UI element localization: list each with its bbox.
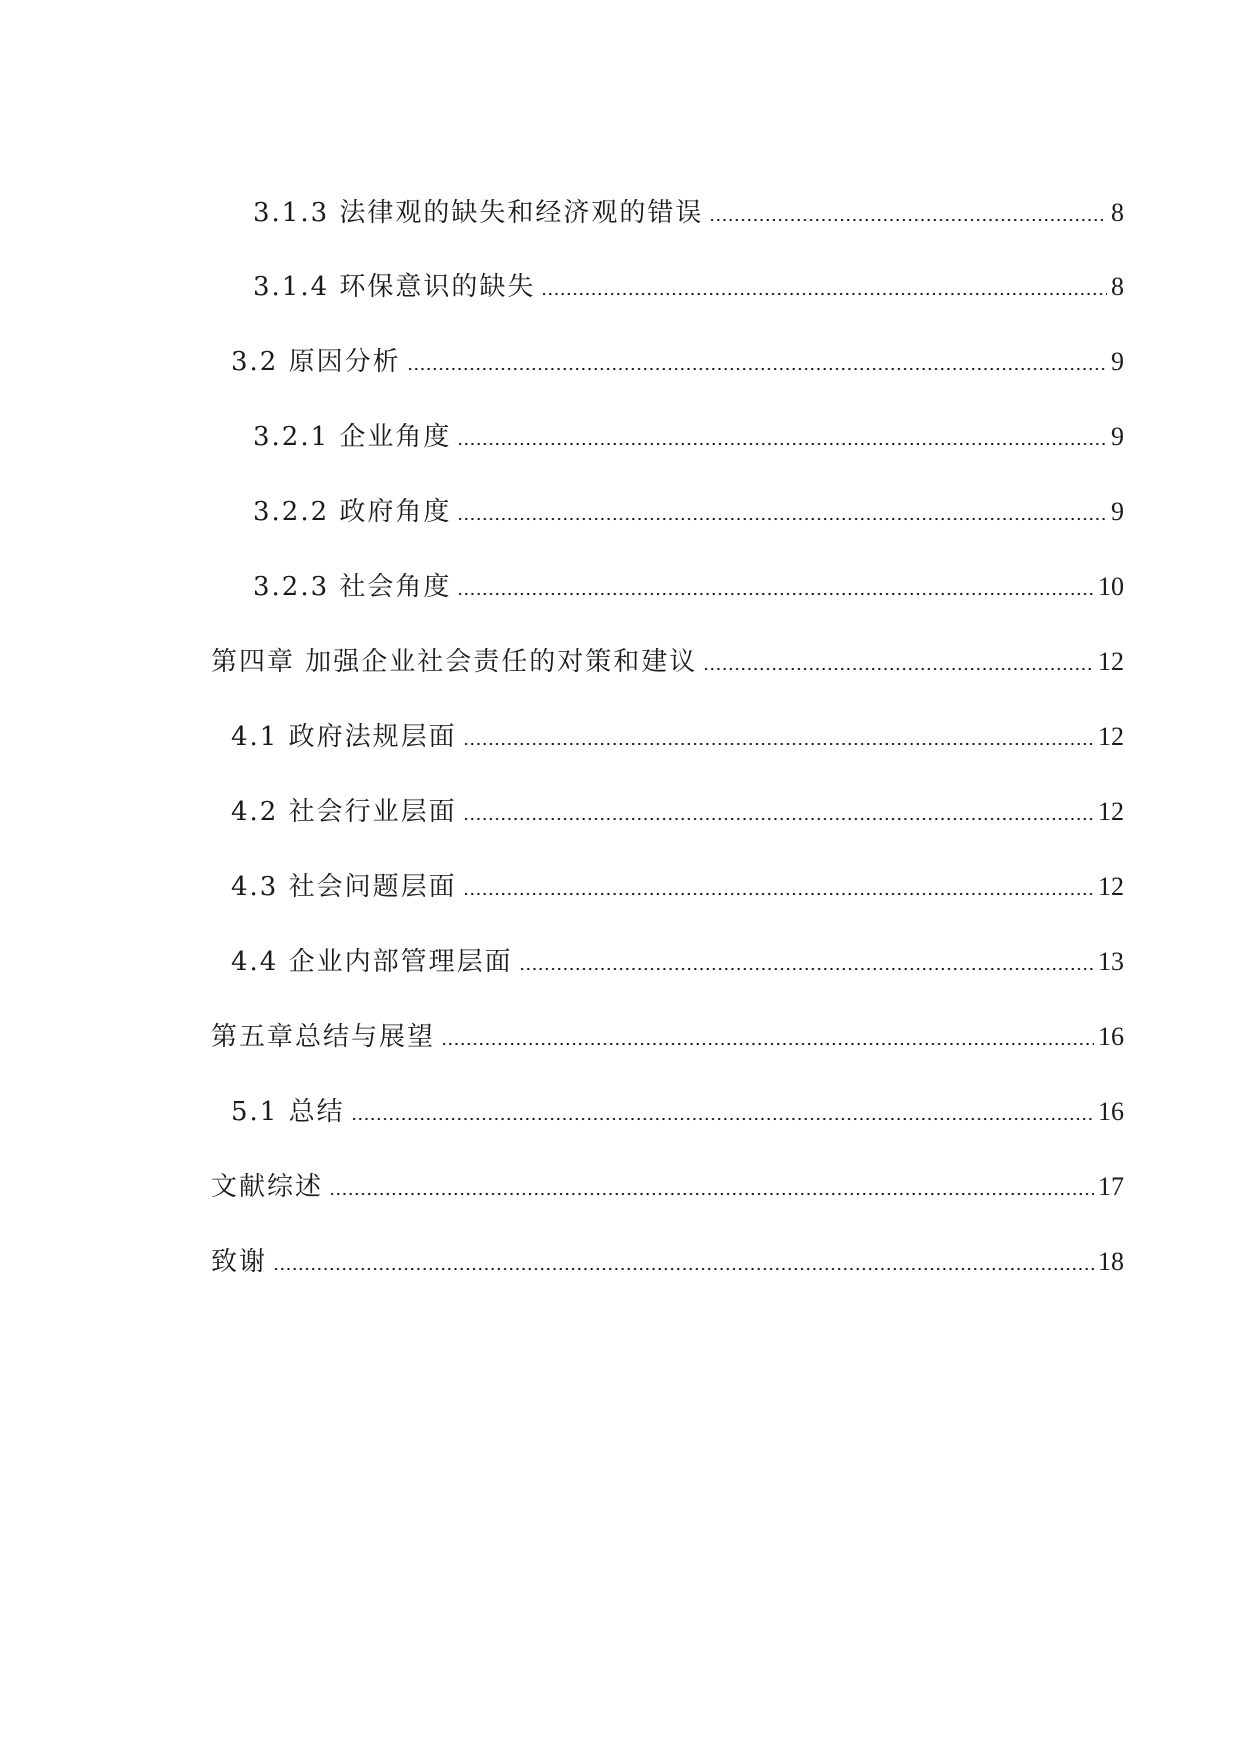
toc-entry-acknowledgements[interactable]	[211, 1239, 1124, 1279]
dot-leader	[441, 1042, 1094, 1046]
toc-entry-page: 12	[1098, 872, 1124, 901]
toc-entry-3-2-2[interactable]	[253, 489, 1124, 529]
toc-entry-title: 第四章 加强企业社会责任的对策和建议	[211, 647, 698, 677]
toc-entry-title: 3.2.2 政府角度	[253, 497, 452, 527]
toc-entry-page: 17	[1098, 1172, 1124, 1201]
toc-entry-title: 3.1.3 法律观的缺失和经济观的错误	[253, 198, 704, 228]
toc-entry-4-3[interactable]	[231, 864, 1124, 904]
dot-leader	[457, 592, 1094, 596]
toc-entry-page: 16	[1098, 1022, 1124, 1051]
toc-entry-page: 12	[1098, 647, 1124, 676]
toc-entry-title: 5.1 总结	[231, 1097, 345, 1127]
dot-leader	[541, 292, 1107, 296]
toc-entry-title: 4.1 政府法规层面	[231, 722, 457, 752]
toc-entry-page: 13	[1098, 947, 1124, 976]
toc-entry-page: 12	[1098, 722, 1124, 751]
toc-entry-page: 8	[1111, 198, 1124, 227]
toc-entry-page: 12	[1098, 797, 1124, 826]
toc-entry-3-2-3[interactable]	[253, 564, 1124, 604]
dot-leader	[463, 892, 1094, 896]
toc-entry-title: 第五章总结与展望	[211, 1022, 436, 1052]
toc-entry-title: 4.2 社会行业层面	[231, 797, 457, 827]
dot-leader	[703, 667, 1094, 671]
dot-leader	[463, 742, 1094, 746]
toc-entry-3-1-4[interactable]	[253, 264, 1124, 304]
toc-entry-page: 9	[1111, 497, 1124, 526]
toc-entry-4-2[interactable]	[231, 789, 1124, 829]
toc-entry-page: 8	[1111, 272, 1124, 301]
dot-leader	[519, 967, 1094, 971]
toc-entry-literature-review[interactable]	[211, 1164, 1124, 1204]
toc-entry-title: 4.4 企业内部管理层面	[231, 947, 513, 977]
dot-leader	[709, 218, 1107, 222]
toc-entry-page: 16	[1098, 1097, 1124, 1126]
toc-entry-title: 4.3 社会问题层面	[231, 872, 457, 902]
toc-entry-title: 3.2 原因分析	[231, 347, 401, 377]
toc-entry-page: 10	[1098, 572, 1124, 601]
toc-entry-title: 3.2.1 企业角度	[253, 422, 452, 452]
toc-entry-3-1-3[interactable]	[253, 190, 1124, 230]
dot-leader	[457, 517, 1107, 521]
toc-entry-chapter-5[interactable]	[211, 1014, 1124, 1054]
toc-entry-title: 致谢	[211, 1247, 268, 1277]
dot-leader	[457, 442, 1107, 446]
toc-entry-4-1[interactable]	[231, 714, 1124, 754]
toc-entry-title: 3.1.4 环保意识的缺失	[253, 272, 536, 302]
toc-entry-page: 9	[1111, 347, 1124, 376]
toc-entry-4-4[interactable]	[231, 939, 1124, 979]
toc-entry-title: 文献综述	[211, 1172, 324, 1202]
dot-leader	[463, 817, 1094, 821]
toc-entry-title: 3.2.3 社会角度	[253, 572, 452, 602]
dot-leader	[273, 1267, 1094, 1271]
dot-leader	[407, 367, 1107, 371]
toc-entry-page: 18	[1098, 1247, 1124, 1276]
toc-entry-page: 9	[1111, 422, 1124, 451]
toc-entry-5-1[interactable]	[231, 1089, 1124, 1129]
dot-leader	[329, 1192, 1094, 1196]
toc-entry-3-2[interactable]	[231, 339, 1124, 379]
toc-entry-chapter-4[interactable]	[211, 639, 1124, 679]
toc-entry-3-2-1[interactable]	[253, 414, 1124, 454]
dot-leader	[351, 1117, 1094, 1121]
